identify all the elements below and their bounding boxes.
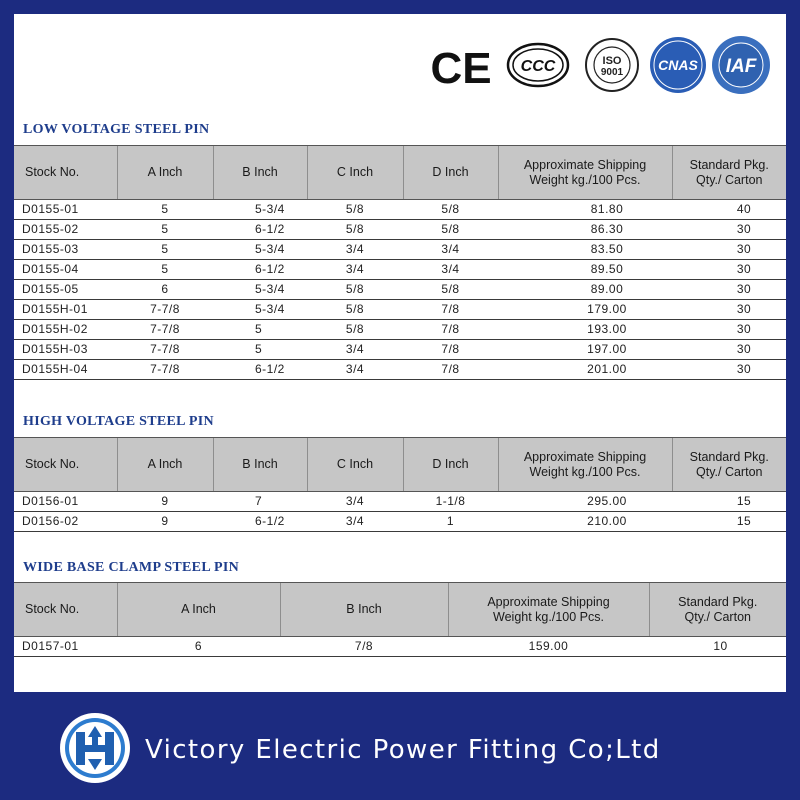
column-header-c-inch: C Inch (307, 146, 403, 200)
cell-b-inch: 5 (213, 340, 307, 360)
cell-standard-pkg: 30 (672, 300, 786, 320)
cell-d-inch: 7/8 (403, 360, 498, 380)
svg-text:ISO: ISO (602, 55, 622, 67)
table-row (14, 360, 786, 380)
cell-standard-pkg: 10 (649, 637, 786, 657)
table-row (14, 492, 786, 512)
column-header-standard-pkg: Standard Pkg. Qty./ Carton (649, 583, 786, 637)
column-header-stock-no: Stock No. (14, 438, 117, 492)
table-row (14, 512, 786, 532)
svg-text:CNAS: CNAS (658, 57, 698, 73)
cell-stock-no: D0156-01 (14, 492, 117, 512)
cell-b-inch: 6-1/2 (213, 260, 307, 280)
header-row (14, 583, 786, 637)
cell-c-inch: 3/4 (307, 492, 403, 512)
cell-a-inch: 5 (117, 260, 213, 280)
column-header-standard-pkg: Standard Pkg. Qty./ Carton (672, 438, 786, 492)
cell-b-inch: 5-3/4 (213, 280, 307, 300)
cell-b-inch: 5 (213, 320, 307, 340)
table-row (14, 260, 786, 280)
column-header-a-inch: A Inch (117, 583, 280, 637)
column-header-c-inch: C Inch (307, 438, 403, 492)
cell-approximate-shipping: 197.00 (498, 340, 672, 360)
cell-b-inch: 7/8 (280, 637, 448, 657)
ce-mark-icon (430, 44, 491, 93)
iso-9001-seal-icon (586, 39, 638, 91)
cell-d-inch: 7/8 (403, 300, 498, 320)
cell-a-inch: 6 (117, 637, 280, 657)
cell-b-inch: 7 (213, 492, 307, 512)
cell-approximate-shipping: 89.50 (498, 260, 672, 280)
cnas-mark-icon (650, 37, 706, 93)
column-header-a-inch: A Inch (117, 438, 213, 492)
cell-approximate-shipping: 210.00 (498, 512, 672, 532)
table-row (14, 240, 786, 260)
cell-d-inch: 3/4 (403, 260, 498, 280)
cell-c-inch: 5/8 (307, 320, 403, 340)
svg-text:9001: 9001 (600, 67, 624, 78)
cell-d-inch: 7/8 (403, 340, 498, 360)
table-row (14, 637, 786, 657)
high-voltage-section-title: HIGH VOLTAGE STEEL PIN (23, 414, 214, 429)
cell-approximate-shipping: 86.30 (498, 220, 672, 240)
wide-base-clamp-spec-table (14, 582, 786, 657)
cell-standard-pkg: 15 (672, 492, 786, 512)
cell-stock-no: D0155H-03 (14, 340, 117, 360)
cell-c-inch: 3/4 (307, 512, 403, 532)
cell-stock-no: D0156-02 (14, 512, 117, 532)
cell-b-inch: 5-3/4 (213, 200, 307, 220)
cell-b-inch: 5-3/4 (213, 240, 307, 260)
cell-stock-no: D0155-03 (14, 240, 117, 260)
cell-stock-no: D0155-02 (14, 220, 117, 240)
table-row (14, 340, 786, 360)
cell-standard-pkg: 30 (672, 280, 786, 300)
cell-stock-no: D0155-01 (14, 200, 117, 220)
cell-a-inch: 7-7/8 (117, 360, 213, 380)
table-row (14, 320, 786, 340)
cell-b-inch: 6-1/2 (213, 220, 307, 240)
cell-approximate-shipping: 201.00 (498, 360, 672, 380)
cell-a-inch: 6 (117, 280, 213, 300)
iaf-mark-icon (712, 36, 770, 94)
table-row (14, 280, 786, 300)
column-header-approximate-shipping: Approximate Shipping Weight kg./100 Pcs. (498, 438, 672, 492)
svg-text:IAF: IAF (725, 56, 757, 77)
cell-stock-no: D0155-04 (14, 260, 117, 280)
column-header-stock-no: Stock No. (14, 583, 117, 637)
cell-c-inch: 3/4 (307, 340, 403, 360)
cell-approximate-shipping: 159.00 (448, 637, 649, 657)
cell-b-inch: 5-3/4 (213, 300, 307, 320)
cell-standard-pkg: 30 (672, 360, 786, 380)
cell-a-inch: 7-7/8 (117, 340, 213, 360)
cell-b-inch: 6-1/2 (213, 512, 307, 532)
cell-c-inch: 5/8 (307, 220, 403, 240)
cell-standard-pkg: 30 (672, 240, 786, 260)
cell-a-inch: 5 (117, 220, 213, 240)
cell-stock-no: D0157-01 (14, 637, 117, 657)
table-row (14, 220, 786, 240)
column-header-a-inch: A Inch (117, 146, 213, 200)
cell-standard-pkg: 30 (672, 220, 786, 240)
column-header-b-inch: B Inch (280, 583, 448, 637)
cell-approximate-shipping: 83.50 (498, 240, 672, 260)
cell-stock-no: D0155H-04 (14, 360, 117, 380)
column-header-stock-no: Stock No. (14, 146, 117, 200)
cell-standard-pkg: 30 (672, 260, 786, 280)
cell-a-inch: 7-7/8 (117, 300, 213, 320)
wide-base-clamp-section-title: WIDE BASE CLAMP STEEL PIN (23, 560, 239, 575)
column-header-d-inch: D Inch (403, 146, 498, 200)
cell-a-inch: 9 (117, 512, 213, 532)
company-name: Victory Electric Power Fitting Co;Ltd (145, 735, 661, 765)
svg-text:CE: CE (430, 44, 492, 93)
cell-approximate-shipping: 295.00 (498, 492, 672, 512)
company-logo-icon (59, 712, 131, 784)
column-header-approximate-shipping: Approximate Shipping Weight kg./100 Pcs. (498, 146, 672, 200)
column-header-standard-pkg: Standard Pkg. Qty./ Carton (672, 146, 786, 200)
cell-c-inch: 5/8 (307, 200, 403, 220)
column-header-approximate-shipping: Approximate Shipping Weight kg./100 Pcs. (448, 583, 649, 637)
column-header-b-inch: B Inch (213, 146, 307, 200)
cell-stock-no: D0155H-02 (14, 320, 117, 340)
header-row (14, 438, 786, 492)
cell-a-inch: 5 (117, 200, 213, 220)
cell-standard-pkg: 15 (672, 512, 786, 532)
cell-c-inch: 5/8 (307, 300, 403, 320)
certification-logos (425, 36, 785, 96)
cell-d-inch: 3/4 (403, 240, 498, 260)
column-header-b-inch: B Inch (213, 438, 307, 492)
cell-standard-pkg: 30 (672, 340, 786, 360)
svg-text:CCC: CCC (520, 58, 556, 75)
cell-approximate-shipping: 193.00 (498, 320, 672, 340)
cell-d-inch: 1 (403, 512, 498, 532)
cell-c-inch: 5/8 (307, 280, 403, 300)
table-row (14, 300, 786, 320)
cell-a-inch: 7-7/8 (117, 320, 213, 340)
low-voltage-spec-table (14, 145, 786, 380)
cell-approximate-shipping: 81.80 (498, 200, 672, 220)
cell-d-inch: 7/8 (403, 320, 498, 340)
cell-d-inch: 1-1/8 (403, 492, 498, 512)
cell-a-inch: 9 (117, 492, 213, 512)
cell-standard-pkg: 30 (672, 320, 786, 340)
cell-stock-no: D0155-05 (14, 280, 117, 300)
cell-a-inch: 5 (117, 240, 213, 260)
cell-c-inch: 3/4 (307, 240, 403, 260)
cell-d-inch: 5/8 (403, 220, 498, 240)
cell-b-inch: 6-1/2 (213, 360, 307, 380)
cell-d-inch: 5/8 (403, 200, 498, 220)
cell-approximate-shipping: 179.00 (498, 300, 672, 320)
cell-c-inch: 3/4 (307, 260, 403, 280)
cell-standard-pkg: 40 (672, 200, 786, 220)
table-row (14, 200, 786, 220)
header-row (14, 146, 786, 200)
ccc-mark-icon (508, 44, 568, 86)
low-voltage-section-title: LOW VOLTAGE STEEL PIN (23, 122, 210, 137)
cell-approximate-shipping: 89.00 (498, 280, 672, 300)
cell-stock-no: D0155H-01 (14, 300, 117, 320)
cell-d-inch: 5/8 (403, 280, 498, 300)
column-header-d-inch: D Inch (403, 438, 498, 492)
cell-c-inch: 3/4 (307, 360, 403, 380)
high-voltage-spec-table (14, 437, 786, 532)
